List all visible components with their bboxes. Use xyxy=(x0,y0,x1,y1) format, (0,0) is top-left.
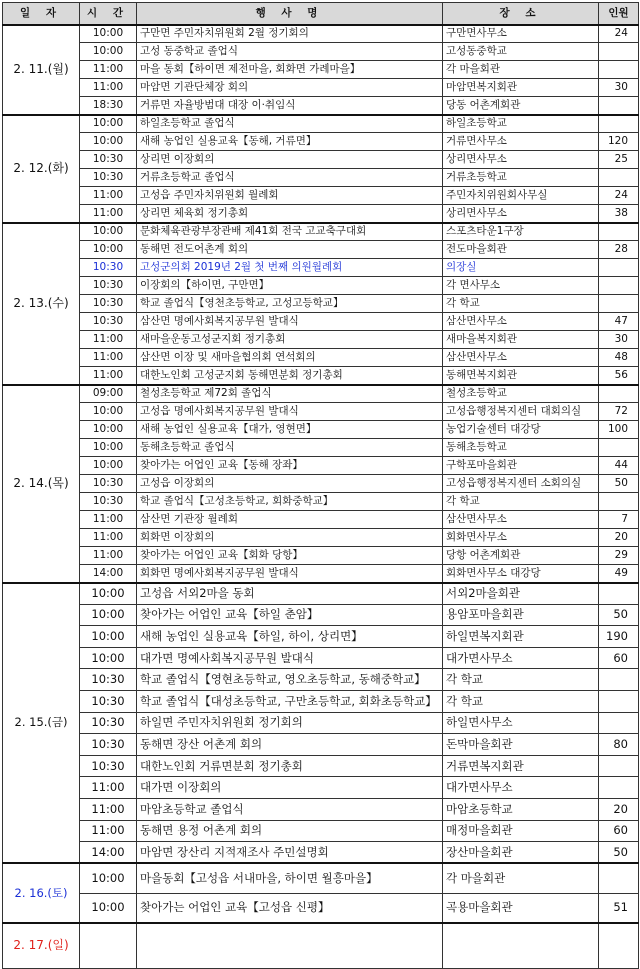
time-cell: 10:30 xyxy=(80,259,137,277)
header-time: 시 간 xyxy=(80,3,137,25)
place-cell: 고성읍행정복지센터 대회의실 xyxy=(443,403,599,421)
place-cell: 농업기술센터 대강당 xyxy=(443,421,599,439)
place-cell: 당동 어촌계회관 xyxy=(443,97,599,115)
header-count: 인원 xyxy=(599,3,639,25)
time-cell: 11:00 xyxy=(80,820,137,842)
event-cell: 마암면 장산리 지적재조사 주민설명회 xyxy=(137,842,443,864)
place-cell: 전도마을회관 xyxy=(443,241,599,259)
table-row xyxy=(3,241,639,259)
count-cell: 50 xyxy=(599,604,639,626)
count-cell: 20 xyxy=(599,529,639,547)
table-row xyxy=(3,223,639,241)
event-cell: 동해면 용정 어촌계 회의 xyxy=(137,820,443,842)
event-cell: 구만면 주민자치위원회 2월 정기회의 xyxy=(137,25,443,43)
place-cell: 각 마을회관 xyxy=(443,863,599,893)
place-cell: 각 학교 xyxy=(443,295,599,313)
count-cell: 44 xyxy=(599,457,639,475)
place-cell: 의장실 xyxy=(443,259,599,277)
event-cell: 고성읍 주민자치위원회 월례회 xyxy=(137,187,443,205)
event-cell: 대가면 명예사회복지공무원 발대식 xyxy=(137,647,443,669)
event-cell: 이장회의【하이면, 구만면】 xyxy=(137,277,443,295)
count-cell xyxy=(599,385,639,403)
time-cell xyxy=(80,923,137,968)
table-row xyxy=(3,61,639,79)
table-row xyxy=(3,259,639,277)
count-cell: 56 xyxy=(599,367,639,385)
time-cell: 10:00 xyxy=(80,583,137,605)
event-cell: 찾아가는 어업인 교육【고성읍 신평】 xyxy=(137,893,443,923)
table-row xyxy=(3,79,639,97)
count-cell xyxy=(599,669,639,691)
time-cell: 10:00 xyxy=(80,421,137,439)
count-cell: 29 xyxy=(599,547,639,565)
time-cell: 10:00 xyxy=(80,43,137,61)
table-row xyxy=(3,565,639,583)
event-cell: 새해 농업인 실용교육【동해, 거류면】 xyxy=(137,133,443,151)
table-row xyxy=(3,583,639,605)
table-row xyxy=(3,647,639,669)
event-cell: 상리면 이장회의 xyxy=(137,151,443,169)
event-cell: 고성읍 서외2마을 동회 xyxy=(137,583,443,605)
event-cell: 마암초등학교 졸업식 xyxy=(137,798,443,820)
count-cell: 50 xyxy=(599,842,639,864)
count-cell: 49 xyxy=(599,565,639,583)
count-cell xyxy=(599,61,639,79)
table-row xyxy=(3,313,639,331)
time-cell: 10:00 xyxy=(80,604,137,626)
place-cell: 상리면사무소 xyxy=(443,205,599,223)
place-cell: 하일초등학교 xyxy=(443,115,599,133)
place-cell: 대가면사무소 xyxy=(443,647,599,669)
time-cell: 11:00 xyxy=(80,349,137,367)
event-cell: 학교 졸업식【영현초등학교, 영오초등학교, 동해중학교】 xyxy=(137,669,443,691)
place-cell: 각 마을회관 xyxy=(443,61,599,79)
table-row xyxy=(3,511,639,529)
place-cell: 동해초등학교 xyxy=(443,439,599,457)
place-cell: 당항 어촌계회관 xyxy=(443,547,599,565)
table-row xyxy=(3,43,639,61)
event-cell: 대한노인회 고성군지회 동해면분회 정기총회 xyxy=(137,367,443,385)
count-cell: 24 xyxy=(599,187,639,205)
event-cell: 마을 동회【하이면 제전마을, 회화면 가례마을】 xyxy=(137,61,443,79)
time-cell: 11:00 xyxy=(80,547,137,565)
table-row xyxy=(3,798,639,820)
table-row xyxy=(3,626,639,648)
table-row xyxy=(3,457,639,475)
count-cell xyxy=(599,493,639,511)
count-cell xyxy=(599,43,639,61)
event-cell: 학교 졸업식【고성초등학교, 회화중학교】 xyxy=(137,493,443,511)
table-row xyxy=(3,690,639,712)
event-cell: 문화체육관광부장관배 제41회 전국 고교축구대회 xyxy=(137,223,443,241)
count-cell xyxy=(599,755,639,777)
table-row xyxy=(3,863,639,893)
event-cell: 회화면 이장회의 xyxy=(137,529,443,547)
time-cell: 11:00 xyxy=(80,61,137,79)
time-cell: 10:00 xyxy=(80,439,137,457)
time-cell: 10:00 xyxy=(80,647,137,669)
event-cell: 대한노인회 거류면분회 정기총회 xyxy=(137,755,443,777)
place-cell: 각 면사무소 xyxy=(443,277,599,295)
event-cell: 대가면 이장회의 xyxy=(137,777,443,799)
place-cell: 장산마을회관 xyxy=(443,842,599,864)
time-cell: 10:30 xyxy=(80,277,137,295)
count-cell xyxy=(599,259,639,277)
event-cell: 고성군의회 2019년 2월 첫 번째 의원월례회 xyxy=(137,259,443,277)
count-cell: 30 xyxy=(599,331,639,349)
table-row xyxy=(3,604,639,626)
table-row xyxy=(3,367,639,385)
table-row xyxy=(3,755,639,777)
event-cell: 동해면 장산 어촌계 회의 xyxy=(137,734,443,756)
count-cell: 48 xyxy=(599,349,639,367)
count-cell: 120 xyxy=(599,133,639,151)
table-row xyxy=(3,493,639,511)
place-cell: 동해면복지회관 xyxy=(443,367,599,385)
event-cell: 새해 농업인 실용교육【대가, 영현면】 xyxy=(137,421,443,439)
date-cell: 2. 16.(토) xyxy=(3,863,80,923)
place-cell: 새마을복지회관 xyxy=(443,331,599,349)
event-cell: 회화면 명예사회복지공무원 발대식 xyxy=(137,565,443,583)
place-cell: 마암초등학교 xyxy=(443,798,599,820)
table-row xyxy=(3,133,639,151)
table-row xyxy=(3,385,639,403)
count-cell: 30 xyxy=(599,79,639,97)
event-cell: 찾아가는 어업인 교육【동해 장좌】 xyxy=(137,457,443,475)
time-cell: 09:00 xyxy=(80,385,137,403)
time-cell: 11:00 xyxy=(80,798,137,820)
place-cell: 거류면복지회관 xyxy=(443,755,599,777)
table-row xyxy=(3,820,639,842)
schedule-document xyxy=(2,2,638,969)
time-cell: 10:30 xyxy=(80,475,137,493)
table-row xyxy=(3,349,639,367)
place-cell: 각 학교 xyxy=(443,690,599,712)
time-cell: 11:00 xyxy=(80,529,137,547)
event-cell: 찾아가는 어업인 교육【회화 당항】 xyxy=(137,547,443,565)
time-cell: 11:00 xyxy=(80,367,137,385)
place-cell: 삼산면사무소 xyxy=(443,511,599,529)
header-date: 일 자 xyxy=(3,3,80,25)
time-cell: 11:00 xyxy=(80,79,137,97)
event-cell: 고성읍 명예사회복지공무원 발대식 xyxy=(137,403,443,421)
time-cell: 11:00 xyxy=(80,511,137,529)
place-cell: 대가면사무소 xyxy=(443,777,599,799)
time-cell: 10:00 xyxy=(80,133,137,151)
place-cell: 돈막마을회관 xyxy=(443,734,599,756)
table-row xyxy=(3,842,639,864)
table-row xyxy=(3,547,639,565)
table-row xyxy=(3,295,639,313)
time-cell: 10:30 xyxy=(80,151,137,169)
time-cell: 10:30 xyxy=(80,755,137,777)
place-cell: 각 학교 xyxy=(443,669,599,691)
table-row xyxy=(3,439,639,457)
count-cell: 50 xyxy=(599,475,639,493)
count-cell xyxy=(599,690,639,712)
time-cell: 10:00 xyxy=(80,457,137,475)
table-row xyxy=(3,893,639,923)
date-cell: 2. 13.(수) xyxy=(3,223,80,385)
table-row xyxy=(3,777,639,799)
count-cell xyxy=(599,439,639,457)
date-cell: 2. 14.(목) xyxy=(3,385,80,583)
count-cell: 38 xyxy=(599,205,639,223)
event-cell: 삼산면 기관장 월례회 xyxy=(137,511,443,529)
event-cell: 하일초등학교 졸업식 xyxy=(137,115,443,133)
table-row xyxy=(3,923,639,968)
event-cell: 고성 동중학교 졸업식 xyxy=(137,43,443,61)
table-row xyxy=(3,277,639,295)
event-cell: 새해 농업인 실용교육【하일, 하이, 상리면】 xyxy=(137,626,443,648)
table-row xyxy=(3,331,639,349)
count-cell: 100 xyxy=(599,421,639,439)
time-cell: 11:00 xyxy=(80,187,137,205)
place-cell xyxy=(443,923,599,968)
place-cell: 거류초등학교 xyxy=(443,169,599,187)
table-header-row xyxy=(3,3,639,25)
count-cell xyxy=(599,97,639,115)
time-cell: 10:30 xyxy=(80,169,137,187)
place-cell: 삼산면사무소 xyxy=(443,313,599,331)
count-cell: 72 xyxy=(599,403,639,421)
event-cell: 삼산면 명예사회복지공무원 발대식 xyxy=(137,313,443,331)
date-cell: 2. 15.(금) xyxy=(3,583,80,864)
place-cell: 하일면복지회관 xyxy=(443,626,599,648)
event-cell: 거류면 자율방범대 대장 이·취임식 xyxy=(137,97,443,115)
event-cell: 동해면 전도어촌계 회의 xyxy=(137,241,443,259)
count-cell xyxy=(599,169,639,187)
time-cell: 10:00 xyxy=(80,25,137,43)
count-cell: 20 xyxy=(599,798,639,820)
count-cell xyxy=(599,777,639,799)
event-cell: 학교 졸업식【영천초등학교, 고성고등학교】 xyxy=(137,295,443,313)
event-cell: 철성초등학교 제72회 졸업식 xyxy=(137,385,443,403)
event-cell: 동해초등학교 졸업식 xyxy=(137,439,443,457)
place-cell: 구학포마을회관 xyxy=(443,457,599,475)
count-cell: 25 xyxy=(599,151,639,169)
place-cell: 회화면사무소 xyxy=(443,529,599,547)
table-row xyxy=(3,169,639,187)
time-cell: 10:00 xyxy=(80,893,137,923)
time-cell: 11:00 xyxy=(80,777,137,799)
place-cell: 각 학교 xyxy=(443,493,599,511)
table-row xyxy=(3,712,639,734)
schedule-table xyxy=(2,2,639,969)
time-cell: 10:30 xyxy=(80,669,137,691)
time-cell: 10:30 xyxy=(80,690,137,712)
place-cell: 구만면사무소 xyxy=(443,25,599,43)
table-row xyxy=(3,205,639,223)
time-cell: 10:00 xyxy=(80,863,137,893)
time-cell: 18:30 xyxy=(80,97,137,115)
table-row xyxy=(3,25,639,43)
table-row xyxy=(3,529,639,547)
place-cell: 서외2마을회관 xyxy=(443,583,599,605)
place-cell: 마암면복지회관 xyxy=(443,79,599,97)
time-cell: 11:00 xyxy=(80,205,137,223)
table-row xyxy=(3,97,639,115)
count-cell: 47 xyxy=(599,313,639,331)
table-row xyxy=(3,403,639,421)
count-cell: 28 xyxy=(599,241,639,259)
place-cell: 곡용마을회관 xyxy=(443,893,599,923)
place-cell: 고성읍행정복지센터 소회의실 xyxy=(443,475,599,493)
count-cell xyxy=(599,277,639,295)
count-cell xyxy=(599,863,639,893)
count-cell xyxy=(599,712,639,734)
count-cell xyxy=(599,223,639,241)
place-cell: 회화면사무소 대강당 xyxy=(443,565,599,583)
table-row xyxy=(3,475,639,493)
table-row xyxy=(3,115,639,133)
place-cell: 매정마을회관 xyxy=(443,820,599,842)
event-cell: 삼산면 이장 및 새마을협의회 연석회의 xyxy=(137,349,443,367)
time-cell: 11:00 xyxy=(80,331,137,349)
time-cell: 10:00 xyxy=(80,626,137,648)
event-cell: 학교 졸업식【대성초등학교, 구만초등학교, 회화초등학교】 xyxy=(137,690,443,712)
header-place: 장 소 xyxy=(443,3,599,25)
place-cell: 스포츠타운1구장 xyxy=(443,223,599,241)
date-cell: 2. 12.(화) xyxy=(3,115,80,223)
place-cell: 주민자치위원회사무실 xyxy=(443,187,599,205)
count-cell: 51 xyxy=(599,893,639,923)
count-cell: 190 xyxy=(599,626,639,648)
place-cell: 용암포마을회관 xyxy=(443,604,599,626)
time-cell: 10:30 xyxy=(80,313,137,331)
time-cell: 10:30 xyxy=(80,734,137,756)
event-cell: 고성읍 이장회의 xyxy=(137,475,443,493)
event-cell: 상리면 체육회 정기총회 xyxy=(137,205,443,223)
count-cell: 60 xyxy=(599,820,639,842)
count-cell: 24 xyxy=(599,25,639,43)
event-cell: 새마을운동고성군지회 정기총회 xyxy=(137,331,443,349)
time-cell: 10:30 xyxy=(80,493,137,511)
table-row xyxy=(3,187,639,205)
time-cell: 10:30 xyxy=(80,295,137,313)
time-cell: 14:00 xyxy=(80,842,137,864)
count-cell xyxy=(599,295,639,313)
count-cell xyxy=(599,923,639,968)
count-cell: 80 xyxy=(599,734,639,756)
place-cell: 하일면사무소 xyxy=(443,712,599,734)
event-cell: 마을동회【고성읍 서내마을, 하이면 월흥마을】 xyxy=(137,863,443,893)
count-cell: 7 xyxy=(599,511,639,529)
table-row xyxy=(3,421,639,439)
table-row xyxy=(3,734,639,756)
date-cell: 2. 17.(일) xyxy=(3,923,80,968)
place-cell: 거류면사무소 xyxy=(443,133,599,151)
time-cell: 10:00 xyxy=(80,403,137,421)
event-cell: 하일면 주민자치위원회 정기회의 xyxy=(137,712,443,734)
place-cell: 상리면사무소 xyxy=(443,151,599,169)
event-cell: 찾아가는 어업인 교육【하일 춘암】 xyxy=(137,604,443,626)
time-cell: 10:00 xyxy=(80,241,137,259)
header-event: 행 사 명 xyxy=(137,3,443,25)
time-cell: 10:00 xyxy=(80,223,137,241)
table-row xyxy=(3,151,639,169)
place-cell: 고성동중학교 xyxy=(443,43,599,61)
table-row xyxy=(3,669,639,691)
place-cell: 삼산면사무소 xyxy=(443,349,599,367)
place-cell: 철성초등학교 xyxy=(443,385,599,403)
event-cell xyxy=(137,923,443,968)
count-cell xyxy=(599,583,639,605)
time-cell: 10:00 xyxy=(80,115,137,133)
time-cell: 14:00 xyxy=(80,565,137,583)
date-cell: 2. 11.(월) xyxy=(3,25,80,115)
event-cell: 마암면 기관단체장 회의 xyxy=(137,79,443,97)
count-cell: 60 xyxy=(599,647,639,669)
event-cell: 거류초등학교 졸업식 xyxy=(137,169,443,187)
count-cell xyxy=(599,115,639,133)
time-cell: 10:30 xyxy=(80,712,137,734)
schedule-body xyxy=(3,25,639,969)
